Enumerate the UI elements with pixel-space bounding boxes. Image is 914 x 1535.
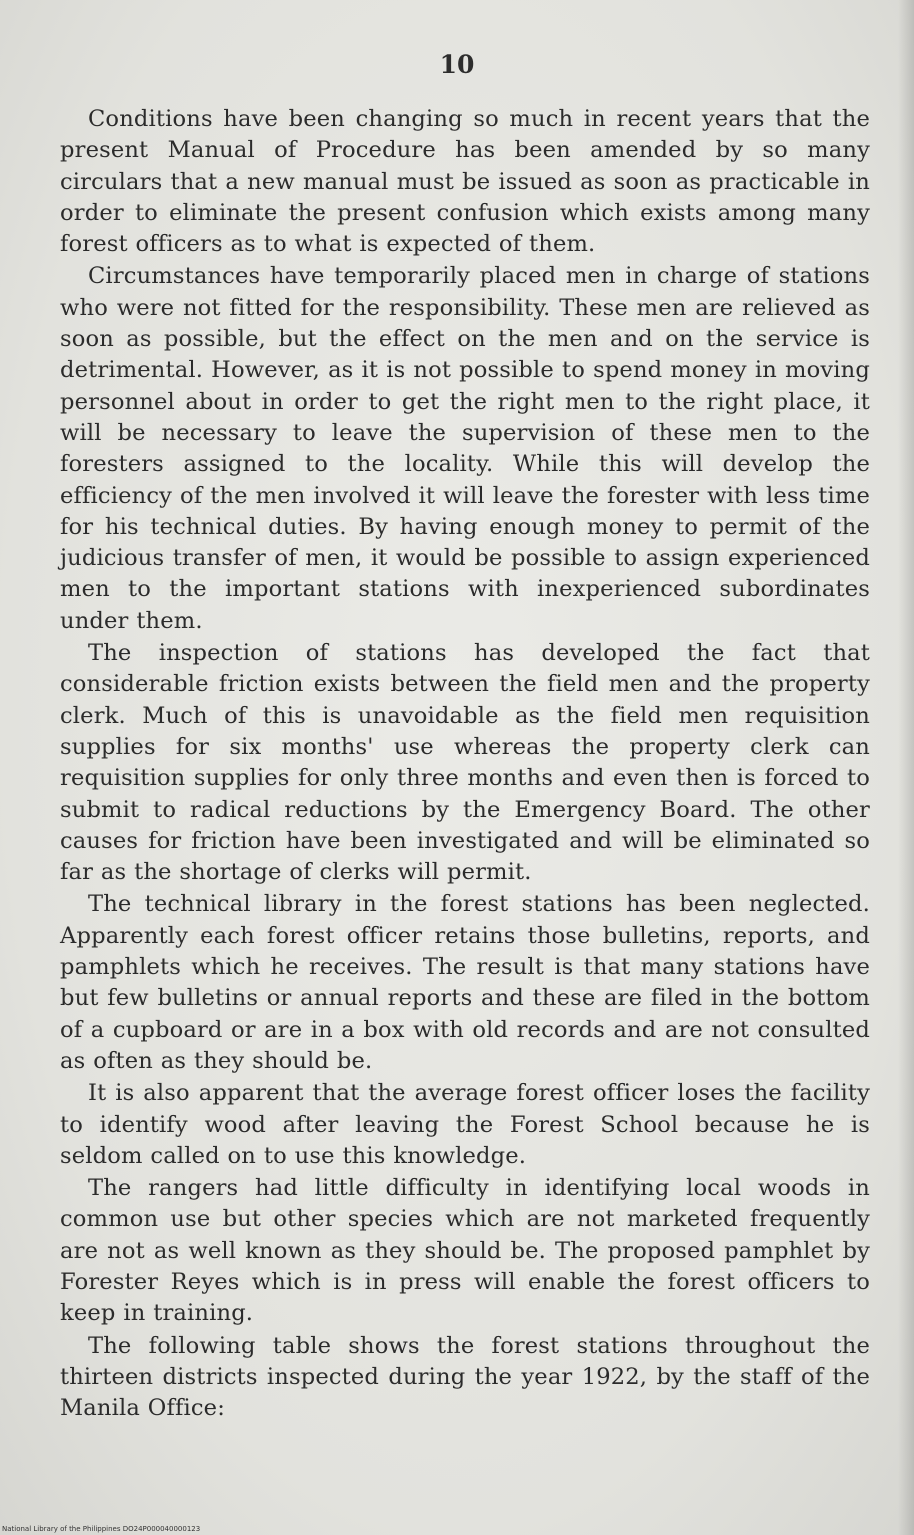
paragraph-property-clerk-friction: The inspection of stations has developed the fact that considerable friction exists between the field men and the property clerk. Much of this is unavoidable as the field men requisition supplies for six months' use whereas the property clerk can requisition supplies for only three months and even then is forced to submit to radical reductions by the Emergency Board. The other causes for friction have been investigated and will be eliminated so far as the shortage of clerks will permit. (60, 640, 870, 886)
body-text (60, 104, 870, 1425)
scan-credit-footer: National Library of the Philippines DO24P000040000123 (2, 1525, 201, 1533)
paragraph-table-intro: The following table shows the forest stations throughout the thirteen districts inspected during the year 1922, by the staff of the Manila Office: (60, 1332, 870, 1422)
page-number: 10 (439, 50, 475, 79)
paragraph-rangers-training: The rangers had little difficulty in identifying local woods in common use but other species which are not marketed frequently are not as well known as they should be. The proposed pamphlet by Forester Reyes which is in press will enable the forest officers to keep in training. (60, 1175, 870, 1327)
paragraph-wood-identification: It is also apparent that the average forest officer loses the facility to identify wood after leaving the Forest School because he is seldom called on to use this knowledge. (60, 1080, 870, 1169)
paragraph-technical-library: The technical library in the forest stations has been neglected. Apparently each forest officer retains those bulletins, reports, and pamphlets which he receives. The result is that many stations have but few bulletins or annual reports and these are filed in the bottom of a cupboard or are in a box with old records and are not consulted as often as they should be. (60, 891, 870, 1074)
paragraph-manual-of-procedure: Conditions have been changing so much in recent years that the present Manual of Procedure has been amended by so many circulars that a new manual must be issued as soon as practicable in order to eliminate the present confusion which exists among many forest officers as to what is expected of them. (60, 106, 870, 258)
page-edge-shadow (898, 0, 914, 1535)
paragraph-station-personnel: Circumstances have temporarily placed men in charge of stations who were not fitted for the responsibility. These men are relieved as soon as possible, but the effect on the men and on the service is detrimental. However, as it is not possible to spend money in moving personnel about in order to get the right men to the right place, it will be necessary to leave the supervision of these men to the foresters assigned to the locality. While this will develop the efficiency of the men involved it will leave the forester with less time for his technical duties. By having enough money to permit of the judicious transfer of men, it would be possible to assign experienced men to the important stations with inexperienced subordinates under them. (60, 263, 870, 634)
